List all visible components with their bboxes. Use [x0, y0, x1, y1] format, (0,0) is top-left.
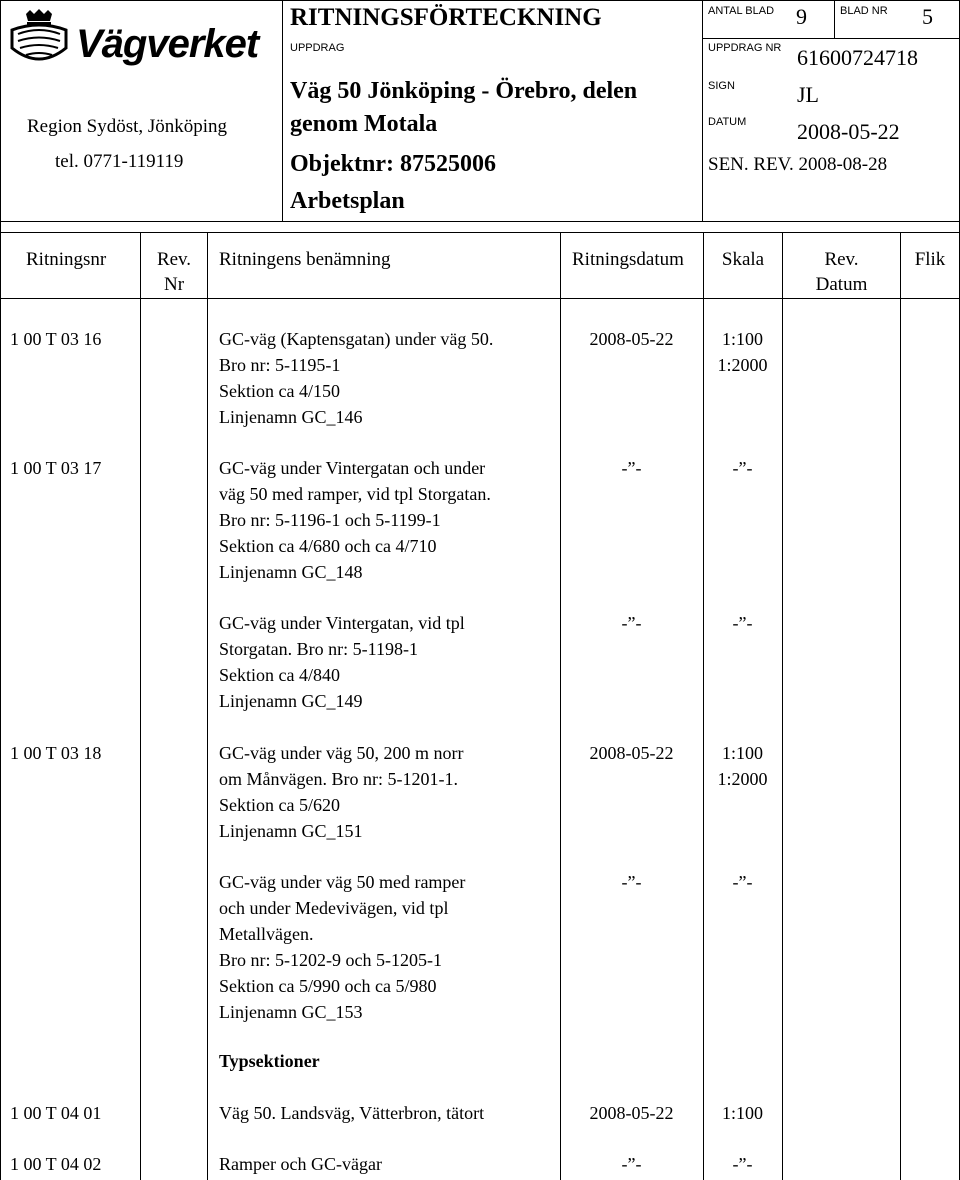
row-ritningsnr: 1 00 T 03 18	[10, 743, 102, 763]
row-skala	[703, 326, 782, 378]
region-name: Region Sydöst, Jönköping	[27, 116, 228, 137]
skala-value: 1:100	[721, 743, 763, 763]
benamning-line: GC-väg under Vintergatan och under	[219, 458, 486, 478]
row-ritningsnr: 1 00 T 03 17	[10, 458, 102, 478]
region-phone: tel. 0771-119119	[55, 151, 184, 172]
skala-value: -”-	[732, 458, 753, 478]
col-header-ritningsdatum: Ritningsdatum	[572, 249, 684, 270]
header-top-border	[0, 0, 960, 1]
benamning-line: Sektion ca 5/990 och ca 5/980	[219, 976, 437, 996]
blad-nr-value: 5	[922, 4, 933, 29]
benamning-line: om Månvägen. Bro nr: 5-1201-1.	[219, 769, 458, 789]
skala-value: -”-	[732, 613, 753, 633]
typ-row-ritningsnr: 1 00 T 04 02	[10, 1154, 102, 1174]
row-benamning	[219, 740, 463, 844]
col-divider-5	[782, 232, 783, 1180]
benamning-line: Linjenamn GC_153	[219, 1002, 363, 1022]
row-benamning	[219, 326, 493, 430]
document-title: RITNINGSFÖRTECKNING	[290, 4, 602, 31]
skala-value: -”-	[732, 872, 753, 892]
row-skala	[703, 869, 782, 895]
antal-blad-label: ANTAL BLAD	[708, 5, 775, 17]
row-skala	[703, 610, 782, 636]
row-ritningsdatum: -”-	[621, 458, 642, 478]
benamning-line: Linjenamn GC_146	[219, 407, 363, 427]
typ-row-ritningsdatum: -”-	[621, 1154, 642, 1174]
benamning-line: Metallvägen.	[219, 924, 314, 944]
benamning-line: och under Medevivägen, vid tpl	[219, 898, 449, 918]
benamning-line: Bro nr: 5-1196-1 och 5-1199-1	[219, 510, 441, 530]
row-benamning	[219, 455, 491, 585]
benamning-line: GC-väg (Kaptensgatan) under väg 50.	[219, 329, 494, 349]
typ-row-benamning: Ramper och GC-vägar	[219, 1154, 382, 1174]
antal-blad-value: 9	[796, 4, 807, 29]
typsektioner-heading: Typsektioner	[219, 1051, 320, 1071]
datum-label: DATUM	[708, 116, 747, 128]
benamning-line: Bro nr: 5-1195-1	[219, 355, 341, 375]
uppdrag-label: UPPDRAG	[290, 42, 345, 54]
uppdrag-line-1: Väg 50 Jönköping - Örebro, delen	[290, 78, 638, 104]
row-ritningsdatum: -”-	[621, 613, 642, 633]
row-skala	[703, 455, 782, 481]
objektnr: Objektnr: 87525006	[290, 151, 496, 177]
benamning-line: Sektion ca 4/840	[219, 665, 340, 685]
senaste-revision: SEN. REV. 2008-08-28	[708, 154, 888, 175]
row-skala	[703, 740, 782, 792]
benamning-line: Bro nr: 5-1202-9 och 5-1205-1	[219, 950, 442, 970]
col-divider-6	[900, 232, 901, 1180]
col-header-benamning: Ritningens benämning	[219, 249, 391, 270]
benamning-line: GC-väg under väg 50, 200 m norr	[219, 743, 464, 763]
header-bottom-border	[0, 221, 960, 222]
typ-row-ritningsnr: 1 00 T 04 01	[10, 1103, 102, 1123]
benamning-line: Sektion ca 5/620	[219, 795, 340, 815]
row-benamning	[219, 610, 465, 714]
skala-value: 1:2000	[717, 355, 768, 375]
sign-value: JL	[797, 82, 819, 107]
header-right-hline-1	[702, 38, 960, 39]
benamning-line: Sektion ca 4/150	[219, 381, 340, 401]
col-header-flik: Flik	[914, 249, 946, 270]
left-border	[0, 0, 1, 1180]
arbetsplan: Arbetsplan	[290, 188, 405, 214]
skala-value: 1:100	[721, 329, 763, 349]
uppdrag-line-2: genom Motala	[290, 111, 438, 137]
row-benamning	[219, 869, 465, 1025]
benamning-line: GC-väg under väg 50 med ramper	[219, 872, 466, 892]
typ-row-benamning: Väg 50. Landsväg, Vätterbron, tätort	[219, 1103, 485, 1123]
col-divider-2	[207, 232, 208, 1180]
row-ritningsdatum: 2008-05-22	[589, 743, 674, 763]
sign-label: SIGN	[708, 80, 735, 92]
benamning-line: Linjenamn GC_149	[219, 691, 363, 711]
benamning-line: Storgatan. Bro nr: 5-1198-1	[219, 639, 418, 659]
blad-nr-label: BLAD NR	[840, 5, 888, 17]
datum-value: 2008-05-22	[797, 119, 900, 144]
benamning-line: Linjenamn GC_151	[219, 821, 363, 841]
col-header-rev-datum-2: Datum	[815, 274, 868, 295]
col-header-rev-nr-1: Rev.	[156, 249, 192, 270]
typ-row-skala: -”-	[732, 1154, 753, 1174]
typ-row-ritningsdatum: 2008-05-22	[589, 1103, 674, 1123]
table-header-bottom-border	[0, 298, 960, 299]
skala-value: 1:2000	[717, 769, 768, 789]
typ-row-skala: 1:100	[721, 1103, 763, 1123]
col-divider-3	[560, 232, 561, 1180]
benamning-line: GC-väg under Vintergatan, vid tpl	[219, 613, 465, 633]
logo-wordmark: Vägverket	[76, 22, 259, 66]
benamning-line: Linjenamn GC_148	[219, 562, 363, 582]
benamning-line: väg 50 med ramper, vid tpl Storgatan.	[219, 484, 491, 504]
benamning-line: Sektion ca 4/680 och ca 4/710	[219, 536, 437, 556]
header-right-vline	[834, 0, 835, 38]
col-header-rev-datum-1: Rev.	[824, 249, 859, 270]
col-header-rev-nr-2: Nr	[163, 274, 185, 295]
uppdrag-nr-label: UPPDRAG NR	[708, 42, 782, 54]
row-ritningsdatum: 2008-05-22	[589, 329, 674, 349]
table-top-border	[0, 232, 960, 233]
uppdrag-nr-value: 61600724718	[797, 45, 918, 70]
header-divider-1	[282, 0, 283, 221]
crown-logo-icon	[8, 8, 70, 73]
col-header-ritningsnr: Ritningsnr	[26, 249, 107, 270]
row-ritningsdatum: -”-	[621, 872, 642, 892]
row-ritningsnr: 1 00 T 03 16	[10, 329, 102, 349]
col-divider-1	[140, 232, 141, 1180]
header-divider-2	[702, 0, 703, 221]
col-header-skala: Skala	[721, 249, 765, 270]
